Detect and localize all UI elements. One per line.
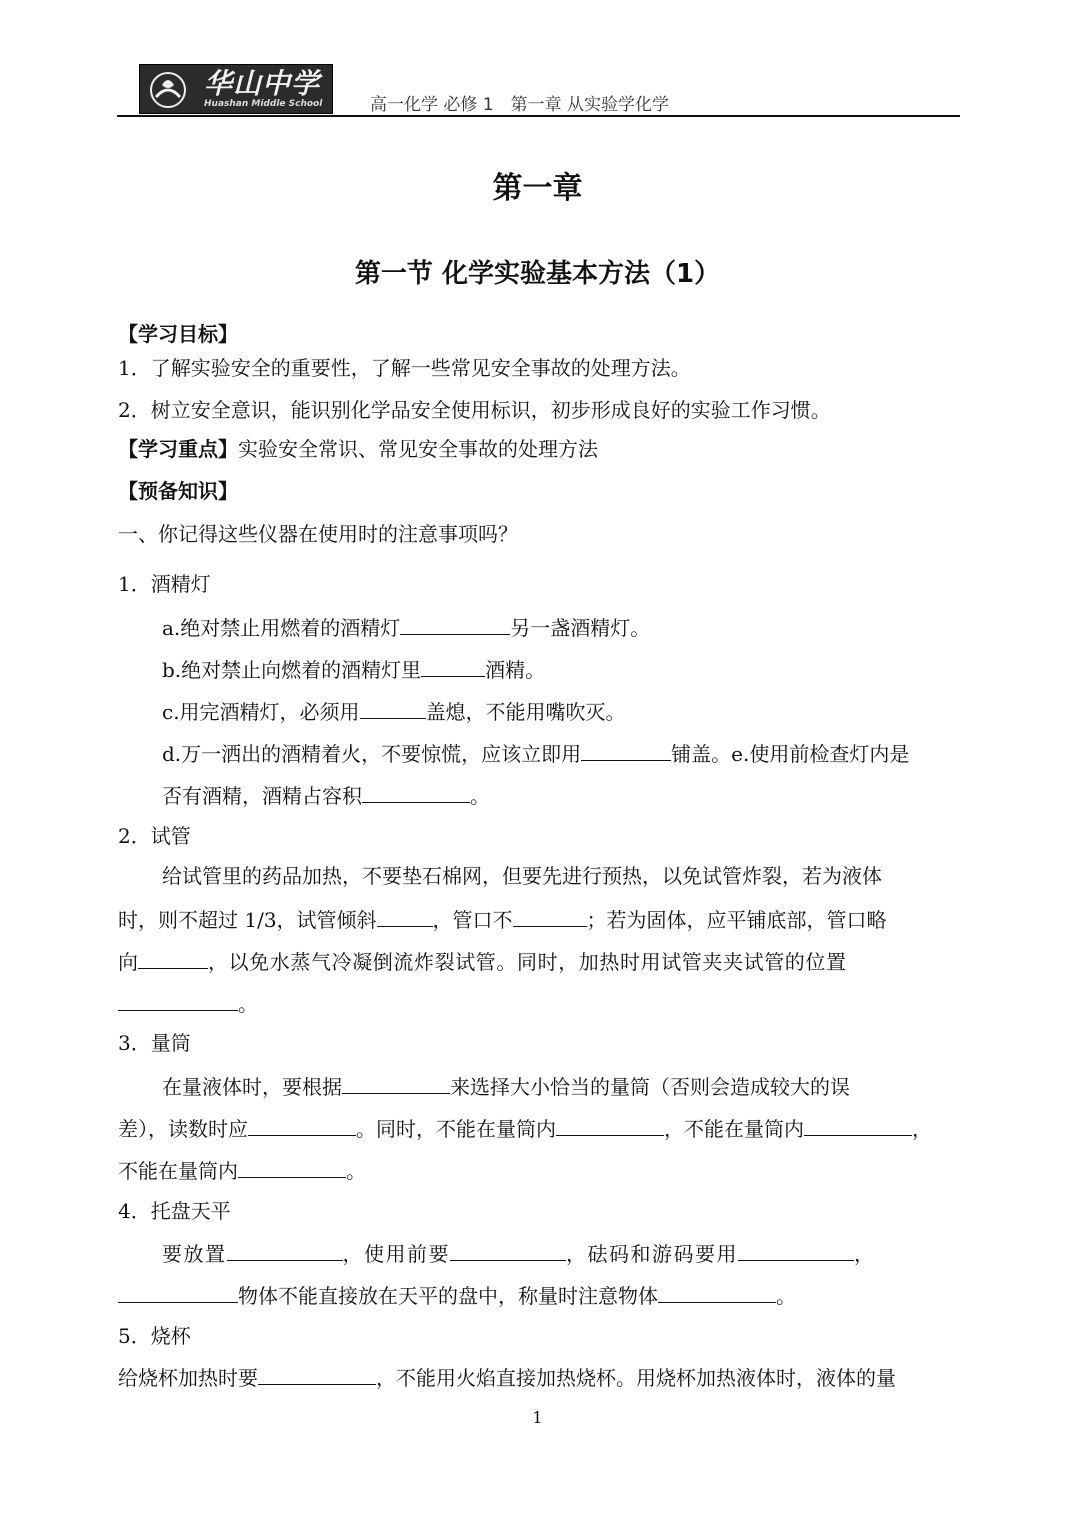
page-number: 1 <box>532 1408 543 1427</box>
fill-blank[interactable] <box>362 780 470 803</box>
prep-question: 一、你记得这些仪器在使用时的注意事项吗？ <box>118 522 518 546</box>
tube-l2-text-a: 时，则不超过 1/3，试管倾斜 <box>118 908 377 932</box>
balance-line-1 <box>162 1238 876 1268</box>
lamp-b-text: b.绝对禁止向燃着的酒精灯里 <box>162 658 422 682</box>
cylinder-line-1 <box>162 1071 850 1101</box>
tube-line-3 <box>118 946 847 976</box>
lamp-c-text-end: 盖熄，不能用嘴吹灭。 <box>425 700 626 724</box>
fill-blank[interactable] <box>556 1113 664 1136</box>
fill-blank[interactable] <box>360 696 426 719</box>
balance-l2-text-a: 物体不能直接放在天平的盘中，称量时注意物体 <box>238 1284 658 1308</box>
lamp-d-text: d.万一洒出的酒精着火，不要惊慌，应该立即用 <box>162 742 582 766</box>
fill-blank[interactable] <box>804 1113 912 1136</box>
focus-heading: 【学习重点】 <box>118 437 238 461</box>
lamp-c-text: c.用完酒精灯，必须用 <box>162 700 360 724</box>
cylinder-l2-text-c: ，不能在量筒内 <box>664 1117 804 1141</box>
tube-l3-text-a: 向 <box>118 950 138 974</box>
cylinder-l2-text-b: 。同时，不能在量筒内 <box>356 1117 556 1141</box>
balance-title: 4．托盘天平 <box>118 1199 231 1223</box>
fill-blank[interactable] <box>450 1238 566 1261</box>
goal-item-1: 1．了解实验安全的重要性，了解一些常见安全事故的处理方法。 <box>118 356 691 380</box>
focus-text: 实验安全常识、常见安全事故的处理方法 <box>238 437 598 461</box>
tube-l2-text-b: ，管口不 <box>432 908 513 932</box>
beaker-title: 5．烧杯 <box>118 1324 191 1348</box>
fill-blank[interactable] <box>581 738 671 761</box>
fill-blank[interactable] <box>513 904 587 927</box>
lamp-item-a <box>162 612 650 642</box>
tube-line-2 <box>118 904 887 934</box>
fill-blank[interactable] <box>118 1280 238 1303</box>
lamp-e-text-end: 。 <box>470 784 490 808</box>
cylinder-title: 3．量筒 <box>118 1031 191 1055</box>
school-logo <box>139 64 333 114</box>
tube-title: 2．试管 <box>118 824 191 848</box>
goal-item-2: 2．树立安全意识，能识别化学品安全使用标识，初步形成良好的实验工作习惯。 <box>118 398 831 422</box>
cylinder-l3-text-b: 。 <box>346 1159 366 1183</box>
header-title: 高一化学 必修 1 第一章 从实验学化学 <box>370 95 670 115</box>
lamp-item-d <box>162 738 909 768</box>
balance-l2-text-b: 。 <box>776 1284 796 1308</box>
cylinder-l3-text-a: 不能在量筒内 <box>118 1159 238 1183</box>
fill-blank[interactable] <box>421 654 485 677</box>
cylinder-l2-text-d: ， <box>912 1117 932 1141</box>
beaker-line-1 <box>118 1362 896 1392</box>
fill-blank[interactable] <box>377 904 433 927</box>
fill-blank[interactable] <box>248 1113 356 1136</box>
chapter-title: 第一章 <box>492 171 583 206</box>
fill-blank[interactable] <box>238 1155 346 1178</box>
balance-l1-text-d: ， <box>854 1242 876 1266</box>
fill-blank[interactable] <box>342 1071 450 1094</box>
section-title: 第一节 化学实验基本方法（1） <box>354 259 721 289</box>
balance-line-2 <box>118 1280 796 1310</box>
balance-l1-text-c: ，砝码和游码要用 <box>566 1242 738 1266</box>
beaker-l1-text-b: ，不能用火焰直接加热烧杯。用烧杯加热液体时，液体的量 <box>376 1366 896 1390</box>
tube-l3-text-b: ，以免水蒸气冷凝倒流炸裂试管。同时，加热时用试管夹夹试管的位置 <box>208 950 847 974</box>
fill-blank[interactable] <box>258 1362 376 1385</box>
fill-blank[interactable] <box>738 1238 854 1261</box>
lamp-item-c <box>162 696 626 726</box>
tube-line-1: 给试管里的药品加热，不要垫石棉网，但要先进行预热，以免试管炸裂，若为液体 <box>162 864 882 888</box>
school-emblem-icon <box>148 71 188 109</box>
cylinder-l2-text-a: 差），读数时应 <box>118 1117 248 1141</box>
fill-blank[interactable] <box>227 1238 343 1261</box>
lamp-b-text-end: 酒精。 <box>485 658 546 682</box>
prep-heading: 【预备知识】 <box>118 479 238 503</box>
fill-blank[interactable] <box>118 988 238 1011</box>
goals-heading: 【学习目标】 <box>118 322 238 346</box>
lamp-item-b <box>162 654 545 684</box>
fill-blank[interactable] <box>400 612 510 635</box>
lamp-d-text-end: 铺盖。e.使用前检查灯内是 <box>671 742 910 766</box>
lamp-a-text: a.绝对禁止用燃着的酒精灯 <box>162 616 401 640</box>
fill-blank[interactable] <box>658 1280 776 1303</box>
logo-chinese-name: 华山中学 <box>204 67 321 100</box>
fill-blank[interactable] <box>138 946 208 969</box>
tube-l4-text: 。 <box>238 992 258 1016</box>
focus-line <box>118 435 598 463</box>
cylinder-line-3 <box>118 1155 366 1185</box>
balance-l1-text-b: ，使用前要 <box>342 1242 450 1266</box>
logo-english-name: Huashan Middle School <box>204 99 323 109</box>
header-divider <box>117 115 960 117</box>
balance-l1-text-a: 要放置 <box>162 1242 227 1266</box>
tube-line-4 <box>118 988 258 1018</box>
cylinder-l1-text-a: 在量液体时，要根据 <box>162 1075 342 1099</box>
beaker-l1-text-a: 给烧杯加热时要 <box>118 1366 258 1390</box>
lamp-title: 1．酒精灯 <box>118 572 211 596</box>
tube-l2-text-c: ；若为固体，应平铺底部，管口略 <box>586 908 887 932</box>
cylinder-l1-text-b: 来选择大小恰当的量筒（否则会造成较大的误 <box>450 1075 850 1099</box>
lamp-a-text-end: 另一盏酒精灯。 <box>510 616 651 640</box>
cylinder-line-2 <box>118 1113 932 1143</box>
lamp-item-e <box>162 780 490 810</box>
lamp-e-text: 否有酒精，酒精占容积 <box>162 784 362 808</box>
